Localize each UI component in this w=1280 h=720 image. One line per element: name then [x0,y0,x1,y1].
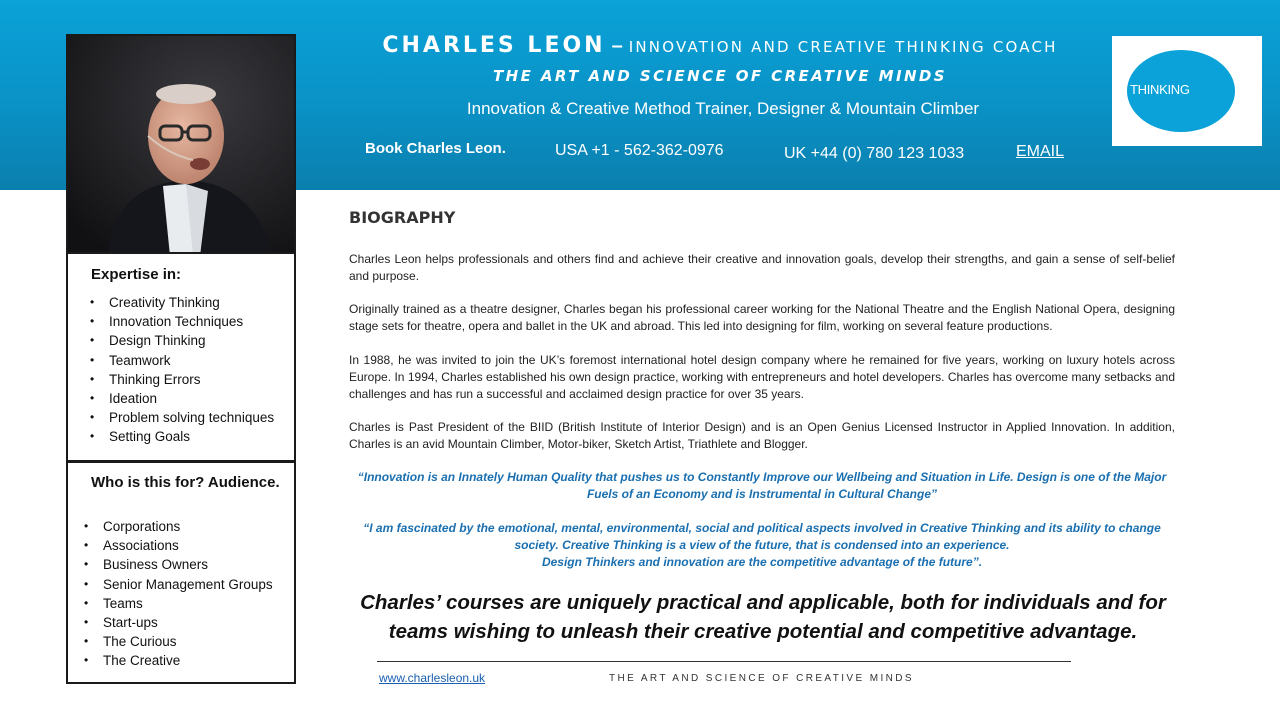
logo-word-thinking: THINKING [1130,82,1190,97]
logo-wordmark [1130,82,1222,97]
phone-usa: USA +1 - 562-362-0976 [555,142,724,159]
list-item: • Teams [103,594,273,613]
list-item: • Senior Management Groups [103,575,273,594]
quote-fascinated [349,520,1175,571]
list-item: • Design Thinking [109,331,274,350]
list-item: • Ideation [109,389,274,408]
list-item: • Teamwork [109,351,274,370]
logo-word-mind: MIND [1189,82,1222,97]
speaker-photo [66,34,296,254]
list-item: • The Creative [103,651,273,670]
bio-paragraph: Charles Leon helps professionals and others find and achieve their creative and innovation goals, develop their strengths, and gain a sense of self-belief and purpose. [349,252,1175,283]
book-label: Book Charles Leon. [365,140,506,157]
list-item: • Setting Goals [109,427,274,446]
header-title [310,33,1130,58]
header-tagline: THE ART AND SCIENCE OF CREATIVE MINDS [493,67,947,85]
quote-line: Design Thinkers and innovation are the competitive advantage of the future”. [541,555,983,569]
title-dash: – [611,35,623,57]
list-item: • Business Owners [103,555,273,574]
footer-divider [377,661,1071,662]
header-subtitle: Innovation & Creative Method Trainer, Designer & Mountain Climber [466,99,980,118]
bio-paragraph: In 1988, he was invited to join the UK’s foremost international hotel design company where he remained for five years, working on luxury hotels across Europe. In 1994, Charles established his own design practice, working with entrepreneurs and hotel developers. Charles has overcome many setbacks and challenges and has run a successful and acclaimed design practice for over 35 years. [349,353,1175,401]
quote-innovation: “Innovation is an Innately Human Quality that pushes us to Constantly Improve our Wellbeing and Situation in Life. Design is one of the Major Fuels of an Economy and is Instrumental in Cultural Change” [357,470,1167,501]
website-link[interactable]: www.charlesleon.uk [379,671,486,685]
thinking-mind-logo [1112,36,1262,146]
closing-statement: Charles’ courses are uniquely practical and applicable, both for individuals and for teams wishing to unleash their creative potential and competitive advantage. [360,591,1166,643]
speaker-role: INNOVATION AND CREATIVE THINKING COACH [628,38,1058,56]
audience-heading: Who is this for? Audience. [91,474,280,491]
expertise-list [109,293,274,447]
list-item: • Corporations [103,517,273,536]
biography-heading: BIOGRAPHY [349,208,456,227]
bio-paragraph: Charles is Past President of the BIID (British Institute of Interior Design) and is an Open Genius Licensed Instructor in Applied Innovation. In addition, Charles is an avid Mountain Climber, Motor-biker, Sketch Artist, Triathlete and Blogger. [349,420,1175,451]
expertise-heading: Expertise in: [91,266,182,283]
list-item: • Start-ups [103,613,273,632]
list-item: • The Curious [103,632,273,651]
list-item: • Creativity Thinking [109,293,274,312]
email-link[interactable]: EMAIL [1016,143,1065,160]
phone-uk: UK +44 (0) 780 123 1033 [784,145,965,162]
speaker-portrait-image [68,36,296,254]
list-item: • Thinking Errors [109,370,274,389]
footer-tagline: THE ART AND SCIENCE OF CREATIVE MINDS [609,673,914,684]
expertise-panel [66,254,296,462]
speaker-name: CHARLES LEON [382,33,606,58]
audience-list [103,517,273,671]
list-item: • Associations [103,536,273,555]
quote-line: “I am fascinated by the emotional, mental, environmental, social and political aspects involved in Creative Thinking and its ability to change society. Creative Thinking is a view of the future, that is condensed into an experience. [363,521,1161,552]
bio-paragraph: Originally trained as a theatre designer, Charles began his professional career working for the National Theatre and the English National Opera, designing stage sets for theatre, opera and ballet in the UK and abroad. This led into designing for film, working on several feature productions. [349,302,1175,333]
list-item: • Innovation Techniques [109,312,274,331]
list-item: • Problem solving techniques [109,408,274,427]
audience-panel [66,461,296,684]
